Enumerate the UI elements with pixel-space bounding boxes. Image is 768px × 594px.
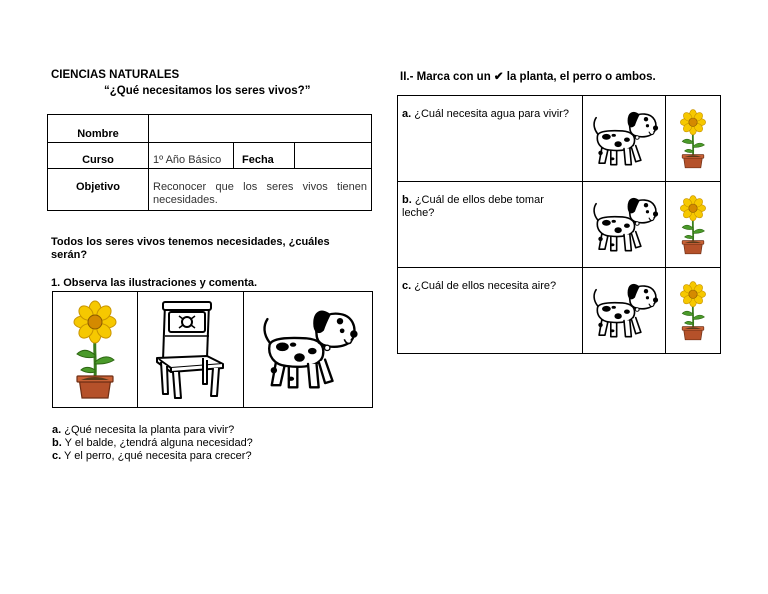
- flower-pot-icon: [675, 193, 711, 257]
- dog-option-a[interactable]: [583, 96, 666, 182]
- question-b: b. Y el balde, ¿tendrá alguna necesidad?: [52, 437, 253, 449]
- objetivo-label: Objetivo: [48, 169, 149, 211]
- flower-option-b[interactable]: [666, 182, 721, 268]
- fecha-label: Fecha: [234, 143, 295, 169]
- chair-cell: [138, 292, 244, 408]
- nombre-label: Nombre: [48, 115, 149, 143]
- check-table: [397, 95, 721, 354]
- check-question-c: c. ¿Cuál de ellos necesita aire?: [398, 268, 583, 354]
- check-row: [398, 182, 721, 268]
- question-c: c. Y el perro, ¿qué necesita para crecer?: [52, 450, 252, 462]
- curso-field[interactable]: 1º Año Básico: [149, 143, 234, 169]
- question-a: a. ¿Qué necesita la planta para vivir?: [52, 424, 235, 436]
- dog-icon: [587, 192, 661, 258]
- check-row: [398, 268, 721, 354]
- dog-icon: [253, 302, 363, 398]
- dog-cell: [244, 292, 373, 408]
- section1-questions: [52, 424, 253, 463]
- chair-icon: [151, 298, 231, 402]
- dog-icon: [587, 278, 661, 344]
- objetivo-field: Reconocer que los seres vivos tienen necesidades.: [149, 169, 372, 211]
- flower-option-a[interactable]: [666, 96, 721, 182]
- flower-pot-icon: [675, 279, 711, 343]
- flower-pot-icon: [65, 300, 125, 400]
- check-row: [398, 96, 721, 182]
- flower-pot-icon: [675, 107, 711, 171]
- nombre-field[interactable]: [149, 115, 372, 143]
- flower-option-c[interactable]: [666, 268, 721, 354]
- curso-label: Curso: [48, 143, 149, 169]
- student-info-table: [47, 114, 372, 211]
- subject-title: CIENCIAS NATURALES: [51, 69, 180, 81]
- intro-text: Todos los seres vivos tenemos necesidades, ¿cuáles serán?: [51, 236, 330, 261]
- worksheet-title: “¿Qué necesitamos los seres vivos?”: [104, 85, 311, 97]
- check-question-b: b. ¿Cuál de ellos debe tomar leche?: [398, 182, 583, 268]
- dog-option-b[interactable]: [583, 182, 666, 268]
- dog-icon: [587, 106, 661, 172]
- dog-option-c[interactable]: [583, 268, 666, 354]
- flower-cell: [53, 292, 138, 408]
- check-question-a: a. ¿Cuál necesita agua para vivir?: [398, 96, 583, 182]
- section2-heading: II.- Marca con un ✔ la planta, el perro o ambos.: [400, 71, 656, 83]
- fecha-field[interactable]: [295, 143, 372, 169]
- section1-heading: 1. Observa las ilustraciones y comenta.: [51, 277, 258, 289]
- illustrations-table: [52, 291, 373, 408]
